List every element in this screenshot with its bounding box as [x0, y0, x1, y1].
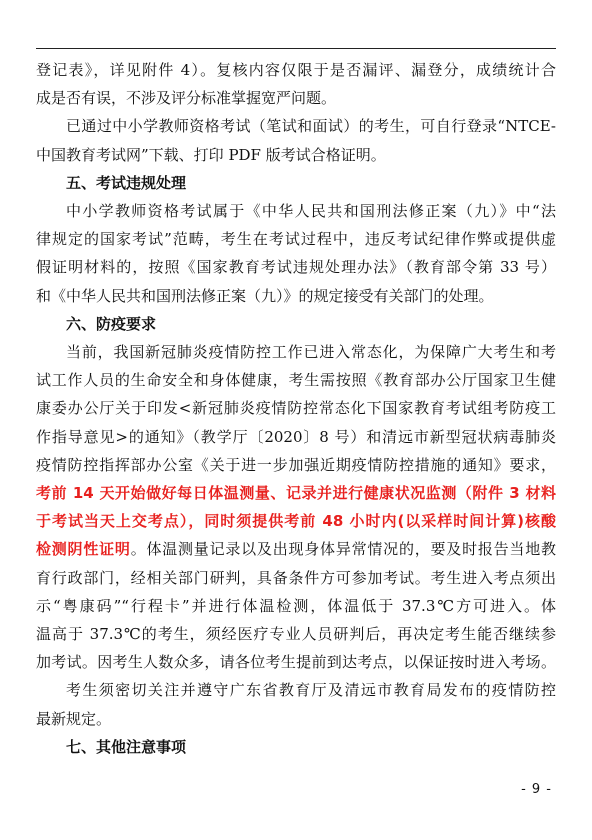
- line-text: 和《中华人民共和国刑法修正案（九）》的规定接受有关部门的处理。: [36, 286, 494, 305]
- text-line: [36, 676, 556, 704]
- text-line: [36, 141, 556, 169]
- text-line: [36, 225, 556, 253]
- text-line: [36, 705, 556, 733]
- line-text: 五、考试违规处理: [66, 173, 187, 192]
- line-text: 温高于 37.3℃的考生，须经医疗专业人员研判后，再决定考生能否继续参: [36, 625, 556, 643]
- section-heading: [36, 310, 556, 338]
- line-text: 中国教育考试网”下载、打印 PDF 版考试合格证明。: [36, 145, 386, 164]
- line-text: 疫情防控指挥部办公室《关于进一步加强近期疫情防控措施的通知》要求，: [36, 455, 556, 474]
- text-line: [36, 592, 556, 620]
- text-line: [36, 394, 556, 422]
- line-text: 六、防疫要求: [66, 314, 157, 333]
- highlighted-requirement: 于考试当天上交考点），同时须提供考前 48 小时内(以采样时间计算)核酸: [36, 512, 556, 531]
- line-text: 成是否有误，不涉及评分标准掌握宽严问题。: [36, 89, 337, 108]
- text-line: [36, 648, 556, 676]
- text-line: [36, 197, 556, 225]
- text-line: [36, 620, 556, 648]
- line-text: 加考试。因考生人数众多，请各位考生提前到达考点，以保证按时进入考场。: [36, 653, 556, 672]
- line-text: 中小学教师资格考试属于《中华人民共和国刑法修正案（九）》中“法: [66, 202, 556, 220]
- text-line: [36, 253, 556, 281]
- highlighted-requirement: 检测阴性证明: [36, 540, 131, 559]
- section-heading: [36, 169, 556, 197]
- text-line: [36, 423, 556, 451]
- header-rule: [36, 48, 556, 49]
- line-text: 律规定的国家考试”范畴，考生在考试过程中，违反考试纪律作弊或提供虚: [36, 230, 556, 249]
- line-text: 考生须密切关注并遵守广东省教育厅及清远市教育局发布的疫情防控: [66, 681, 556, 700]
- line-text: 康委办公厅关于印发<新冠肺炎疫情防控常态化下国家教育考试组考防疫工: [36, 399, 556, 418]
- section-heading: [36, 733, 556, 761]
- text-line: [36, 479, 556, 507]
- text-line: [36, 535, 556, 563]
- line-text: 当前，我国新冠肺炎疫情防控工作已进入常态化，为保障广大考生和考: [66, 343, 556, 361]
- text-line: [36, 564, 556, 592]
- text-line: [36, 84, 556, 112]
- page-number: - 9 -: [521, 782, 552, 797]
- line-text: 。体温测量记录以及出现身体异常情况的，要及时报告当地教: [130, 540, 556, 559]
- line-text: 最新规定。: [36, 709, 112, 728]
- text-line: [36, 338, 556, 366]
- line-text: 育行政部门，经相关部门研判，具备条件方可参加考试。考生进入考点须出: [36, 568, 556, 587]
- line-text: 登记表》，详见附件 4）。复核内容仅限于是否漏评、漏登分，成绩统计合: [36, 61, 556, 79]
- line-text: 试工作人员的生命安全和身体健康，考生需按照《教育部办公厅国家卫生健: [36, 371, 556, 390]
- line-text: 假证明材料的，按照《国家教育考试违规处理办法》（教育部令第 33 号）: [36, 258, 556, 277]
- text-line: [36, 366, 556, 394]
- highlighted-requirement: 考前 14 天开始做好每日体温测量、记录并进行健康状况监测（附件 3 材料: [36, 484, 556, 502]
- text-line: [36, 282, 556, 310]
- line-text: 示“粤康码”“行程卡”并进行体温检测，体温低于 37.3℃方可进入。体: [36, 596, 556, 615]
- line-text: 作指导意见>的通知》（教学厅〔2020〕8 号）和清远市新型冠状病毒肺炎: [36, 427, 556, 446]
- text-line: [36, 56, 556, 84]
- text-line: [36, 112, 556, 140]
- text-line: [36, 507, 556, 535]
- text-line: [36, 451, 556, 479]
- line-text: 已通过中小学教师资格考试（笔试和面试）的考生，可自行登录“NTCE-: [66, 117, 556, 136]
- line-text: 七、其他注意事项: [66, 737, 187, 756]
